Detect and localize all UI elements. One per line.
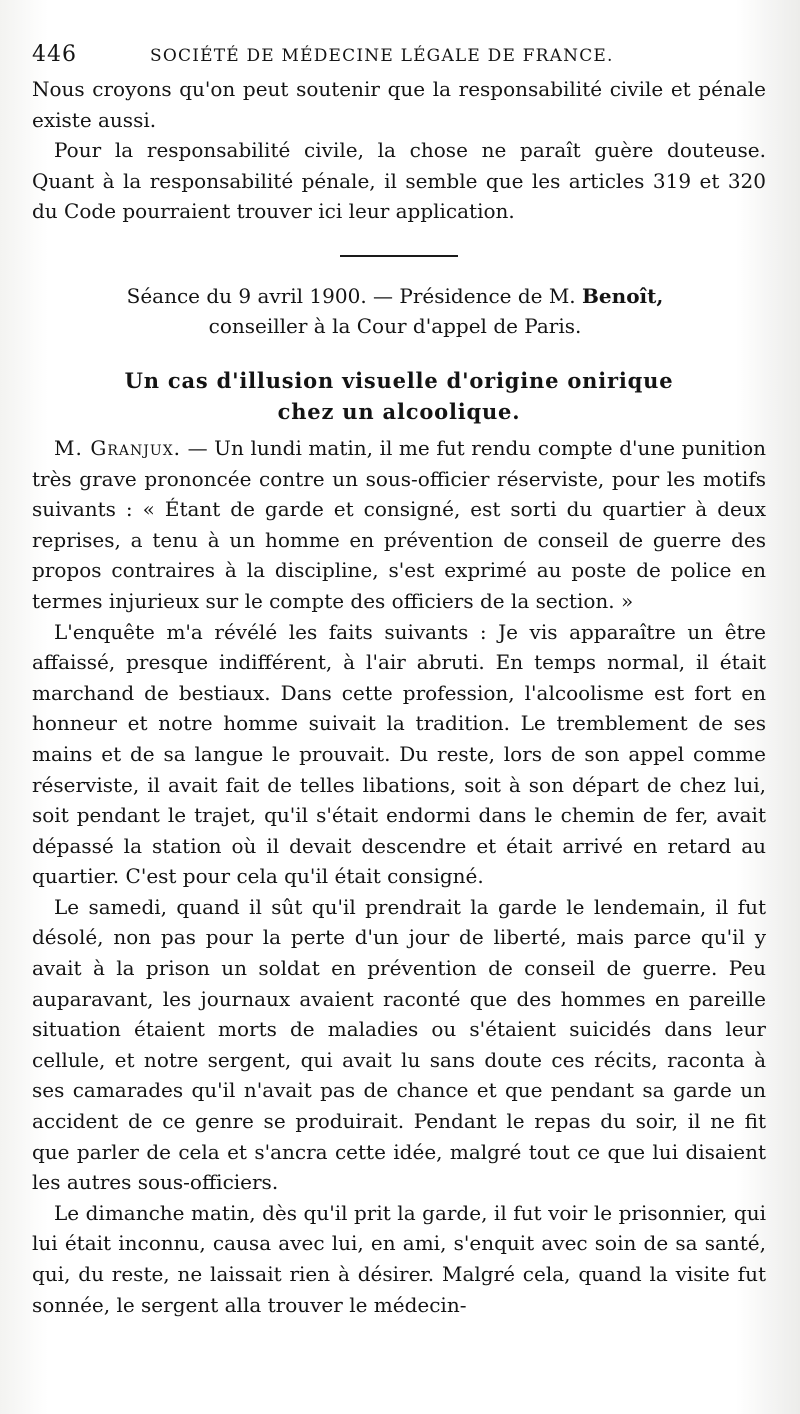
section-divider	[340, 255, 458, 257]
article-title	[32, 365, 766, 427]
body-paragraph: Le dimanche matin, dès qu'il prit la garde, il fut voir le prisonnier, qui lui était inconnu, causa avec lui, en ami, s'enquit avec soin de sa santé, qui, du reste, ne laissait rien à désirer. Malgré cela, quand la visite fut sonnée, le sergent alla trouver le médecin-	[32, 1200, 766, 1317]
running-header	[32, 40, 766, 74]
article-title-line-2: chez un alcoolique.	[277, 398, 521, 424]
body-paragraph: L'enquête m'a révélé les faits suivants : Je vis apparaître un être affaissé, presque indifférent, à l'air abruti. En temps normal, il était marchand de bestiaux. Dans cette profession, l'alcoolisme est fort en honneur et notre homme suivait la tradition. Le tremblement de ses mains et de sa langue le prouvait. Du reste, lors de son appel comme réserviste, il avait fait de telles libations, soit à son départ de chez lui, soit pendant le trajet, qu'il s'était endormi dans le chemin de fer, avait dépassé la station où il devait descendre et était arrivé en retard au quartier. C'est pour cela qu'il était consigné.	[32, 619, 766, 889]
session-line-1	[24, 281, 766, 311]
running-title: SOCIÉTÉ DE MÉDECINE LÉGALE DE FRANCE.	[150, 46, 614, 66]
session-heading	[24, 281, 766, 341]
first-paragraph-text: — Un lundi matin, il me fut rendu compte d'une punition très grave prononcée contre un sous-officier réserviste, pour les motifs suivants : « Étant de garde et consigné, est sorti du quartier à deux reprises, a tenu à un homme en prévention de conseil de guerre des propos contraires à la discipline, s'est exprimé au poste de police en termes injurieux sur le compte des officiers de la section. »	[32, 435, 766, 613]
session-line-2: conseiller à la Cour d'appel de Paris.	[208, 313, 582, 338]
session-date-presidency: Séance du 9 avril 1900. — Présidence de M.	[126, 283, 583, 308]
body-paragraph	[32, 433, 766, 617]
body-paragraph: Le samedi, quand il sût qu'il prendrait la garde le lendemain, il fut désolé, non pas pour la perte d'un jour de liberté, mais parce qu'il y avait à la prison un soldat en prévention de conseil de guerre. Peu auparavant, les journaux avaient raconté que des hommes en pareille situation étaient morts de maladies ou s'étaient suicidés dans leur cellule, et notre sergent, qui avait lu sans doute ces récits, raconta à ses camarades qu'il n'avait pas de chance et que pendant sa garde un accident de ce genre se produirait. Pendant le repas du soir, il ne fit que parler de cela et s'ancra cette idée, malgré tout ce que lui disaient les autres sous-officiers.	[32, 894, 766, 1195]
page-number: 446	[32, 42, 77, 67]
intro-paragraph: Pour la responsabilité civile, la chose ne paraît guère douteuse. Quant à la responsabilité pénale, il semble que les articles 319 et 320 du Code pourraient trouver ici leur application.	[32, 138, 766, 224]
article-title-line-1: Un cas d'illusion visuelle d'origine onirique	[124, 367, 674, 393]
president-name: Benoît,	[582, 283, 664, 308]
intro-paragraph: Nous croyons qu'on peut soutenir que la responsabilité civile et pénale existe aussi.	[32, 77, 766, 132]
speaker-name: M. Granjux.	[54, 435, 182, 460]
